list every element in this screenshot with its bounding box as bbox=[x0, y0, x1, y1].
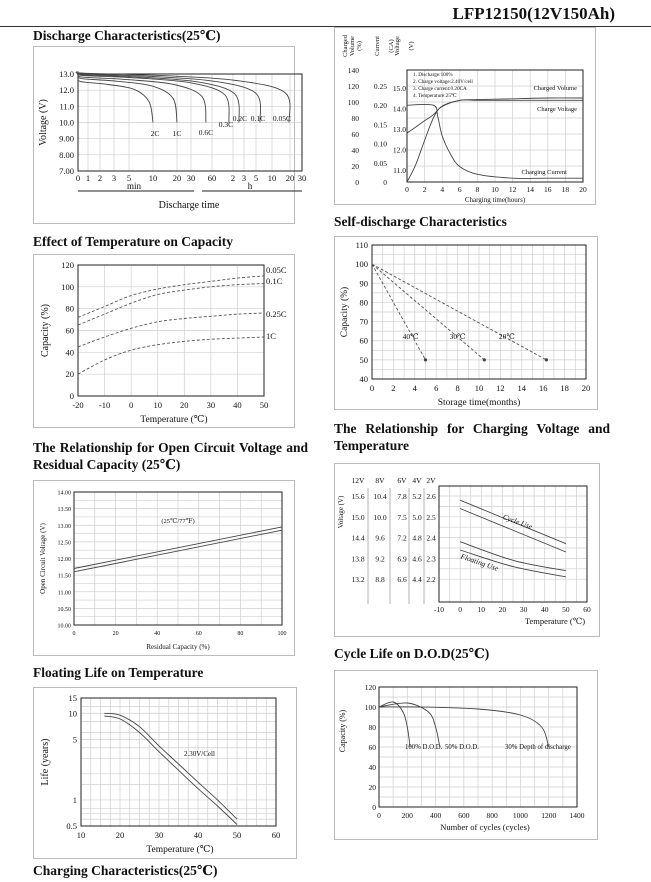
heading-floating: Floating Life on Temperature bbox=[33, 665, 204, 680]
ocv-xtick: 40 bbox=[154, 631, 161, 637]
self-xtick: 14 bbox=[517, 383, 527, 393]
cvt-column-value: 2.2 bbox=[426, 575, 436, 584]
cycle-ytick: 60 bbox=[368, 743, 376, 752]
self-discharge-chart bbox=[335, 237, 597, 409]
discharge-xtick: 5 bbox=[126, 173, 132, 183]
ocv-xlabel: Residual Capacity (%) bbox=[146, 643, 210, 651]
charge-axis-header: (%) bbox=[356, 41, 363, 51]
discharge-ytick: 7.00 bbox=[59, 166, 74, 176]
charge-ytick-volume: 140 bbox=[347, 66, 359, 75]
float-xtick: 60 bbox=[271, 830, 281, 840]
cycle-ytick: 0 bbox=[372, 803, 376, 812]
self-xtick: 10 bbox=[474, 383, 484, 393]
cycle-ylabel: Capacity (%) bbox=[338, 709, 347, 753]
cycle-curve-label: 50% D.O.D. bbox=[445, 744, 479, 751]
charge-xtick: 16 bbox=[544, 185, 552, 194]
float-xtick: 40 bbox=[193, 830, 203, 840]
charge-xtick: 18 bbox=[561, 185, 570, 194]
temp-ytick: 20 bbox=[65, 369, 74, 380]
discharge-curve-label: 0.6C bbox=[198, 128, 214, 137]
cvt-xtick: -10 bbox=[434, 605, 444, 614]
discharge-xtick: 10 bbox=[267, 173, 277, 183]
cycle-xlabel: Number of cycles (cycles) bbox=[440, 822, 530, 832]
discharge-xtick: 1 bbox=[85, 173, 91, 183]
float-ytick: 15 bbox=[68, 693, 77, 703]
discharge-curve-0.6C bbox=[78, 76, 206, 123]
cvt-column-value: 4.6 bbox=[412, 554, 422, 564]
charge-ytick-current: 0.15 bbox=[373, 120, 387, 130]
discharge-unit-h: h bbox=[247, 181, 253, 191]
cvt-column-value: 15.0 bbox=[351, 512, 365, 522]
cvt-column-value: 7.8 bbox=[397, 492, 407, 501]
temp-curve-label: 0.1C bbox=[266, 276, 283, 286]
cycle-ytick: 40 bbox=[368, 763, 376, 772]
heading-discharge: Discharge Characteristics(25℃) bbox=[33, 28, 221, 43]
self-endpoint bbox=[424, 358, 427, 361]
charge-ytick-current: 0.05 bbox=[373, 158, 387, 168]
discharge-ylabel: Voltage (V) bbox=[38, 99, 49, 146]
self-xtick: 2 bbox=[391, 383, 396, 393]
self-line-label: 30℃ bbox=[449, 331, 466, 341]
discharge-xtick: 10 bbox=[148, 173, 158, 183]
charge-voltage-temp-chart bbox=[335, 464, 599, 636]
self-xtick: 12 bbox=[496, 383, 505, 393]
ocv-xtick: 80 bbox=[237, 631, 244, 637]
cvt-column-value: 7.5 bbox=[397, 512, 407, 522]
temp-capacity-chart-panel bbox=[33, 254, 295, 428]
cvt-column-header: 6V bbox=[397, 476, 407, 485]
self-xtick: 4 bbox=[412, 383, 417, 393]
charge-legend-note: 3. Charge current:0.20CA bbox=[413, 86, 467, 92]
heading-self-discharge: Self-discharge Characteristics bbox=[334, 214, 507, 229]
discharge-curve-0.2C bbox=[77, 73, 239, 122]
self-discharge-chart-panel bbox=[334, 236, 598, 410]
self-xtick: 18 bbox=[560, 383, 569, 393]
cycle-xtick: 600 bbox=[458, 811, 470, 820]
cvt-column-header: 4V bbox=[412, 476, 422, 485]
temp-xtick: 50 bbox=[259, 400, 269, 410]
cvt-column-value: 5.2 bbox=[412, 492, 422, 501]
charge-ytick-voltage: 13.0 bbox=[392, 125, 406, 134]
temp-xtick: -10 bbox=[98, 400, 111, 410]
temp-xtick: 10 bbox=[153, 400, 162, 410]
cvt-column-value: 5.0 bbox=[412, 512, 422, 522]
charge-axis-header: (V) bbox=[408, 41, 415, 51]
self-xtick: 8 bbox=[455, 383, 460, 393]
cvt-column-value: 13.2 bbox=[351, 575, 365, 584]
charge-ytick-volume: 100 bbox=[347, 98, 359, 107]
self-ytick: 50 bbox=[359, 354, 368, 365]
charge-legend-note: 2. Charge voltage:2.40V/cell bbox=[413, 79, 473, 85]
temp-curve-label: 0.05C bbox=[266, 265, 287, 275]
charge-ytick-voltage: 11.0 bbox=[393, 166, 406, 175]
charge-ytick-volume: 80 bbox=[351, 114, 359, 123]
temp-xtick: 30 bbox=[206, 400, 216, 410]
float-xtick: 20 bbox=[115, 830, 125, 840]
cvt-column-value: 13.8 bbox=[351, 554, 365, 564]
self-line-label: 20℃ bbox=[498, 331, 515, 341]
self-ytick: 60 bbox=[359, 335, 368, 346]
charge-ytick-volume: 20 bbox=[351, 162, 359, 171]
float-curve-upper bbox=[104, 713, 237, 819]
temp-xtick: -20 bbox=[72, 400, 84, 410]
charging-chart-panel bbox=[334, 27, 596, 205]
charge-ytick-voltage: 14.0 bbox=[392, 104, 406, 114]
discharge-curve-2C bbox=[78, 81, 153, 123]
charge-axis-header: Voltage bbox=[394, 36, 401, 56]
heading-cycle-life: Cycle Life on D.O.D(25℃) bbox=[334, 646, 490, 661]
cvt-column-value: 4.8 bbox=[412, 533, 422, 543]
charge-ytick-current: 0.20 bbox=[373, 101, 387, 111]
discharge-ytick: 13.0 bbox=[59, 69, 74, 79]
temp-capacity-chart bbox=[34, 255, 294, 427]
cycle-curve-label: 30% Depth of discharge bbox=[505, 744, 571, 751]
cvt-column-value: 2.3 bbox=[426, 554, 436, 564]
self-xtick: 0 bbox=[369, 383, 375, 393]
cycle-ytick: 120 bbox=[364, 683, 376, 692]
ocv-ylabel: Open Circuit Voltage (V) bbox=[39, 523, 47, 594]
cvt-column-header: 2V bbox=[426, 476, 436, 485]
self-endpoint bbox=[483, 358, 486, 361]
self-grid bbox=[372, 245, 586, 379]
charge-ytick-volume: 0 bbox=[355, 178, 359, 187]
cycle-xtick: 0 bbox=[377, 811, 381, 820]
charge-ytick-current: 0.10 bbox=[373, 139, 387, 149]
ocv-ytick: 13.00 bbox=[57, 523, 71, 530]
cvt-xtick: 40 bbox=[540, 605, 549, 614]
charge-axis-header: Current bbox=[374, 36, 381, 56]
cvt-xtick: 0 bbox=[458, 605, 463, 614]
ocv-xtick: 0 bbox=[72, 631, 76, 637]
cvt-column-value: 8.8 bbox=[375, 575, 385, 584]
charge-curve-label: Charged Volume bbox=[533, 85, 577, 92]
discharge-ytick: 11.0 bbox=[59, 101, 74, 112]
ocv-xtick: 100 bbox=[277, 631, 287, 637]
float-grid bbox=[81, 698, 276, 826]
cvt-column-value: 9.2 bbox=[375, 554, 385, 564]
temp-ylabel: Capacity (%) bbox=[40, 303, 51, 358]
floating-life-chart bbox=[34, 688, 296, 858]
cvt-column-header: 8V bbox=[375, 476, 385, 485]
float-ytick: 1 bbox=[72, 794, 77, 805]
discharge-xtick: 2 bbox=[97, 173, 103, 183]
cvt-xtick: 30 bbox=[519, 605, 528, 614]
self-ylabel: Capacity (%) bbox=[340, 286, 350, 338]
charge-ytick-volume: 40 bbox=[351, 146, 359, 155]
cvt-column-value: 14.4 bbox=[351, 533, 365, 543]
temp-xtick: 0 bbox=[129, 400, 134, 410]
temp-ytick: 40 bbox=[65, 347, 74, 358]
discharge-curve-label: 2C bbox=[150, 129, 160, 138]
charge-xtick: 6 bbox=[457, 185, 462, 194]
discharge-xtick: 20 bbox=[172, 173, 182, 183]
cycle-xtick: 800 bbox=[486, 811, 498, 820]
temp-curve-0.1C bbox=[78, 284, 264, 325]
cycle-ytick: 20 bbox=[368, 783, 376, 792]
cvt-column-value: 10.4 bbox=[373, 492, 387, 501]
discharge-curve-label: 0.05C bbox=[272, 114, 292, 123]
cycle-life-chart-panel bbox=[334, 670, 598, 840]
discharge-xtick: 3 bbox=[111, 173, 117, 183]
charge-curve-label: Charge Voltage bbox=[537, 106, 577, 113]
discharge-ytick: 10.0 bbox=[59, 117, 74, 128]
temp-curve-0.25C bbox=[78, 313, 264, 347]
charge-xtick: 20 bbox=[579, 185, 587, 194]
charge-legend-note: 4. Temperature:25℃ bbox=[413, 93, 457, 99]
float-annotation: 2.30V/Cell bbox=[184, 750, 215, 758]
cvt-column-value: 10.0 bbox=[373, 512, 387, 522]
discharge-xtick: 30 bbox=[186, 173, 196, 183]
cycle-xtick: 1400 bbox=[569, 811, 585, 820]
self-ytick: 110 bbox=[355, 240, 368, 250]
charge-xtick: 2 bbox=[422, 185, 427, 194]
discharge-xtick: 60 bbox=[207, 173, 217, 183]
self-line-label: 40℃ bbox=[402, 331, 419, 341]
discharge-chart-panel bbox=[33, 46, 307, 224]
float-xtick: 30 bbox=[154, 830, 164, 840]
discharge-curve-label: 0.1C bbox=[250, 114, 266, 123]
float-ytick: 5 bbox=[72, 734, 77, 745]
temp-curve-label: 1C bbox=[266, 331, 276, 341]
cycle-ytick: 100 bbox=[364, 703, 376, 712]
self-ytick: 90 bbox=[359, 278, 368, 289]
cvt-column-value: 2.5 bbox=[426, 512, 436, 522]
temp-ytick: 60 bbox=[65, 325, 74, 336]
temp-ytick: 80 bbox=[65, 303, 74, 314]
discharge-xtick: 0 bbox=[75, 173, 81, 183]
charge-ytick-voltage: 12.0 bbox=[392, 145, 406, 155]
self-xtick: 16 bbox=[538, 383, 548, 393]
cvt-xtick: 20 bbox=[498, 605, 507, 614]
discharge-xtick: 30 bbox=[297, 173, 307, 183]
temp-xtick: 40 bbox=[233, 400, 242, 410]
cvt-column-value: 9.6 bbox=[375, 533, 385, 543]
charge-ytick-volume: 60 bbox=[351, 130, 359, 139]
cycle-life-chart bbox=[335, 671, 597, 839]
ocv-ytick: 10.50 bbox=[57, 606, 71, 613]
temp-grid bbox=[78, 265, 264, 396]
cycle-xtick: 1000 bbox=[512, 811, 528, 820]
charging-chart bbox=[335, 28, 595, 204]
ocv-xtick: 60 bbox=[195, 631, 202, 637]
ocv-grid bbox=[74, 492, 282, 625]
float-ytick: 0.5 bbox=[66, 821, 77, 831]
temp-xlabel: Temperature (℃) bbox=[140, 415, 208, 425]
cvt-column-value: 6.9 bbox=[397, 554, 407, 564]
cvt-column-value: 2.6 bbox=[426, 492, 436, 501]
temp-curve-0.05C bbox=[78, 276, 264, 318]
discharge-ytick: 9.00 bbox=[59, 133, 74, 144]
self-xlabel: Storage time(months) bbox=[437, 398, 521, 408]
ocv-ytick: 12.00 bbox=[57, 557, 71, 563]
charge-ytick-volume: 120 bbox=[347, 82, 359, 91]
discharge-unit-min: min bbox=[126, 181, 142, 191]
cvt-ylabel: Voltage (V) bbox=[337, 495, 345, 529]
float-xtick: 10 bbox=[76, 830, 86, 840]
discharge-curve-label: 0.2C bbox=[232, 114, 248, 123]
ocv-annotation: (25℃/77℉) bbox=[161, 518, 195, 525]
discharge-xtick: 3 bbox=[241, 173, 247, 183]
cvt-column-value: 6.6 bbox=[397, 575, 407, 584]
charge-axis-header: (CA) bbox=[388, 39, 395, 53]
temp-ytick: 100 bbox=[61, 281, 74, 292]
discharge-chart bbox=[34, 47, 307, 223]
ocv-ytick: 11.50 bbox=[57, 573, 71, 580]
discharge-xlabel: Discharge time bbox=[158, 200, 220, 211]
self-ytick: 100 bbox=[355, 259, 368, 270]
floating-chart-panel bbox=[33, 687, 297, 859]
float-ytick: 10 bbox=[68, 708, 77, 719]
cvt-column-value: 7.2 bbox=[397, 533, 407, 543]
charge-axis-header: Volume bbox=[349, 35, 356, 57]
cvt-grid bbox=[439, 486, 587, 602]
heading-ocv: The Relationship for Open Circuit Voltage and Residual Capacity (25℃) bbox=[33, 440, 308, 472]
temp-xtick: 20 bbox=[180, 400, 189, 410]
discharge-ytick: 12.0 bbox=[59, 85, 74, 96]
charge-legend-note: 1. Discharge:100% bbox=[413, 72, 453, 78]
charge-xtick: 8 bbox=[475, 185, 480, 194]
cvt-xlabel: Temperature (℃) bbox=[524, 616, 586, 626]
cycle-curve-label: 100% D.O.D. bbox=[405, 744, 443, 751]
cvt-xtick: 10 bbox=[477, 605, 486, 614]
self-ytick: 40 bbox=[359, 374, 368, 384]
charge-voltage-temp-chart-panel bbox=[334, 463, 600, 637]
self-xtick: 6 bbox=[434, 383, 439, 393]
discharge-xtick: 5 bbox=[253, 173, 259, 183]
discharge-curve-label: 1C bbox=[172, 129, 182, 138]
ocv-ytick: 11.00 bbox=[57, 590, 71, 597]
cycle-xtick: 200 bbox=[401, 811, 413, 820]
temp-curve-label: 0.25C bbox=[266, 309, 287, 319]
charge-xtick: 14 bbox=[526, 185, 534, 194]
discharge-curve-label: 0.3C bbox=[218, 120, 234, 129]
self-endpoint bbox=[545, 358, 548, 361]
cvt-line-label: Cycle Use bbox=[501, 512, 534, 532]
charge-ytick-current: 0 bbox=[383, 178, 387, 187]
discharge-xtick: 20 bbox=[285, 173, 295, 183]
charge-axis-header: Charged bbox=[342, 35, 349, 57]
cvt-column-value: 15.6 bbox=[351, 492, 365, 501]
ocv-ytick: 12.50 bbox=[57, 540, 71, 547]
cycle-curve bbox=[379, 702, 410, 747]
cycle-xtick: 400 bbox=[429, 811, 442, 820]
charge-ytick-current: 0.25 bbox=[373, 82, 387, 91]
ocv-xtick: 20 bbox=[112, 631, 119, 637]
discharge-ytick: 8.00 bbox=[59, 149, 74, 160]
ocv-chart bbox=[34, 481, 294, 655]
discharge-grid bbox=[78, 74, 302, 171]
discharge-xtick: 2 bbox=[230, 173, 236, 183]
ocv-chart-panel bbox=[33, 480, 295, 656]
heading-charging: Charging Characteristics(25℃) bbox=[33, 863, 218, 878]
temp-ytick: 120 bbox=[61, 260, 74, 270]
cvt-column-value: 4.4 bbox=[412, 575, 422, 584]
charge-xtick: 12 bbox=[508, 185, 517, 194]
cvt-column-header: 12V bbox=[351, 476, 365, 485]
charge-ytick-voltage: 15.0 bbox=[392, 84, 406, 93]
cvt-line-label: Floating Use bbox=[459, 551, 500, 573]
charge-xtick: 10 bbox=[491, 185, 499, 194]
self-ytick: 70 bbox=[359, 316, 368, 327]
charge-xtick: 0 bbox=[405, 185, 409, 194]
float-xtick: 50 bbox=[232, 830, 242, 840]
float-ylabel: Life (years) bbox=[40, 738, 51, 786]
ocv-ytick: 10.00 bbox=[57, 623, 71, 630]
temp-ytick: 0 bbox=[69, 391, 74, 401]
discharge-curve-1C bbox=[78, 77, 177, 122]
cycle-xtick: 1200 bbox=[541, 811, 557, 820]
cvt-column-value: 2.4 bbox=[426, 533, 436, 543]
self-xtick: 20 bbox=[581, 383, 591, 393]
self-ytick: 80 bbox=[359, 297, 368, 308]
charge-xlabel: Charging time(hours) bbox=[464, 196, 526, 204]
charge-xtick: 4 bbox=[440, 185, 445, 194]
page-title: LFP12150(12V150Ah) bbox=[452, 4, 615, 23]
temp-curve-1C bbox=[78, 337, 264, 374]
cvt-xtick: 60 bbox=[583, 605, 591, 614]
ocv-ytick: 14.00 bbox=[57, 490, 71, 497]
charge-curve-label: Charging Current bbox=[521, 169, 567, 176]
cycle-ytick: 80 bbox=[368, 723, 376, 732]
float-xlabel: Temperature (℃) bbox=[146, 845, 214, 855]
heading-charge-voltage-temp: The Relationship for Charging Voltage and Temperature bbox=[334, 421, 610, 453]
cvt-xtick: 50 bbox=[562, 605, 570, 614]
ocv-ytick: 13.50 bbox=[57, 507, 71, 514]
heading-temp-capacity: Effect of Temperature on Capacity bbox=[33, 234, 233, 249]
